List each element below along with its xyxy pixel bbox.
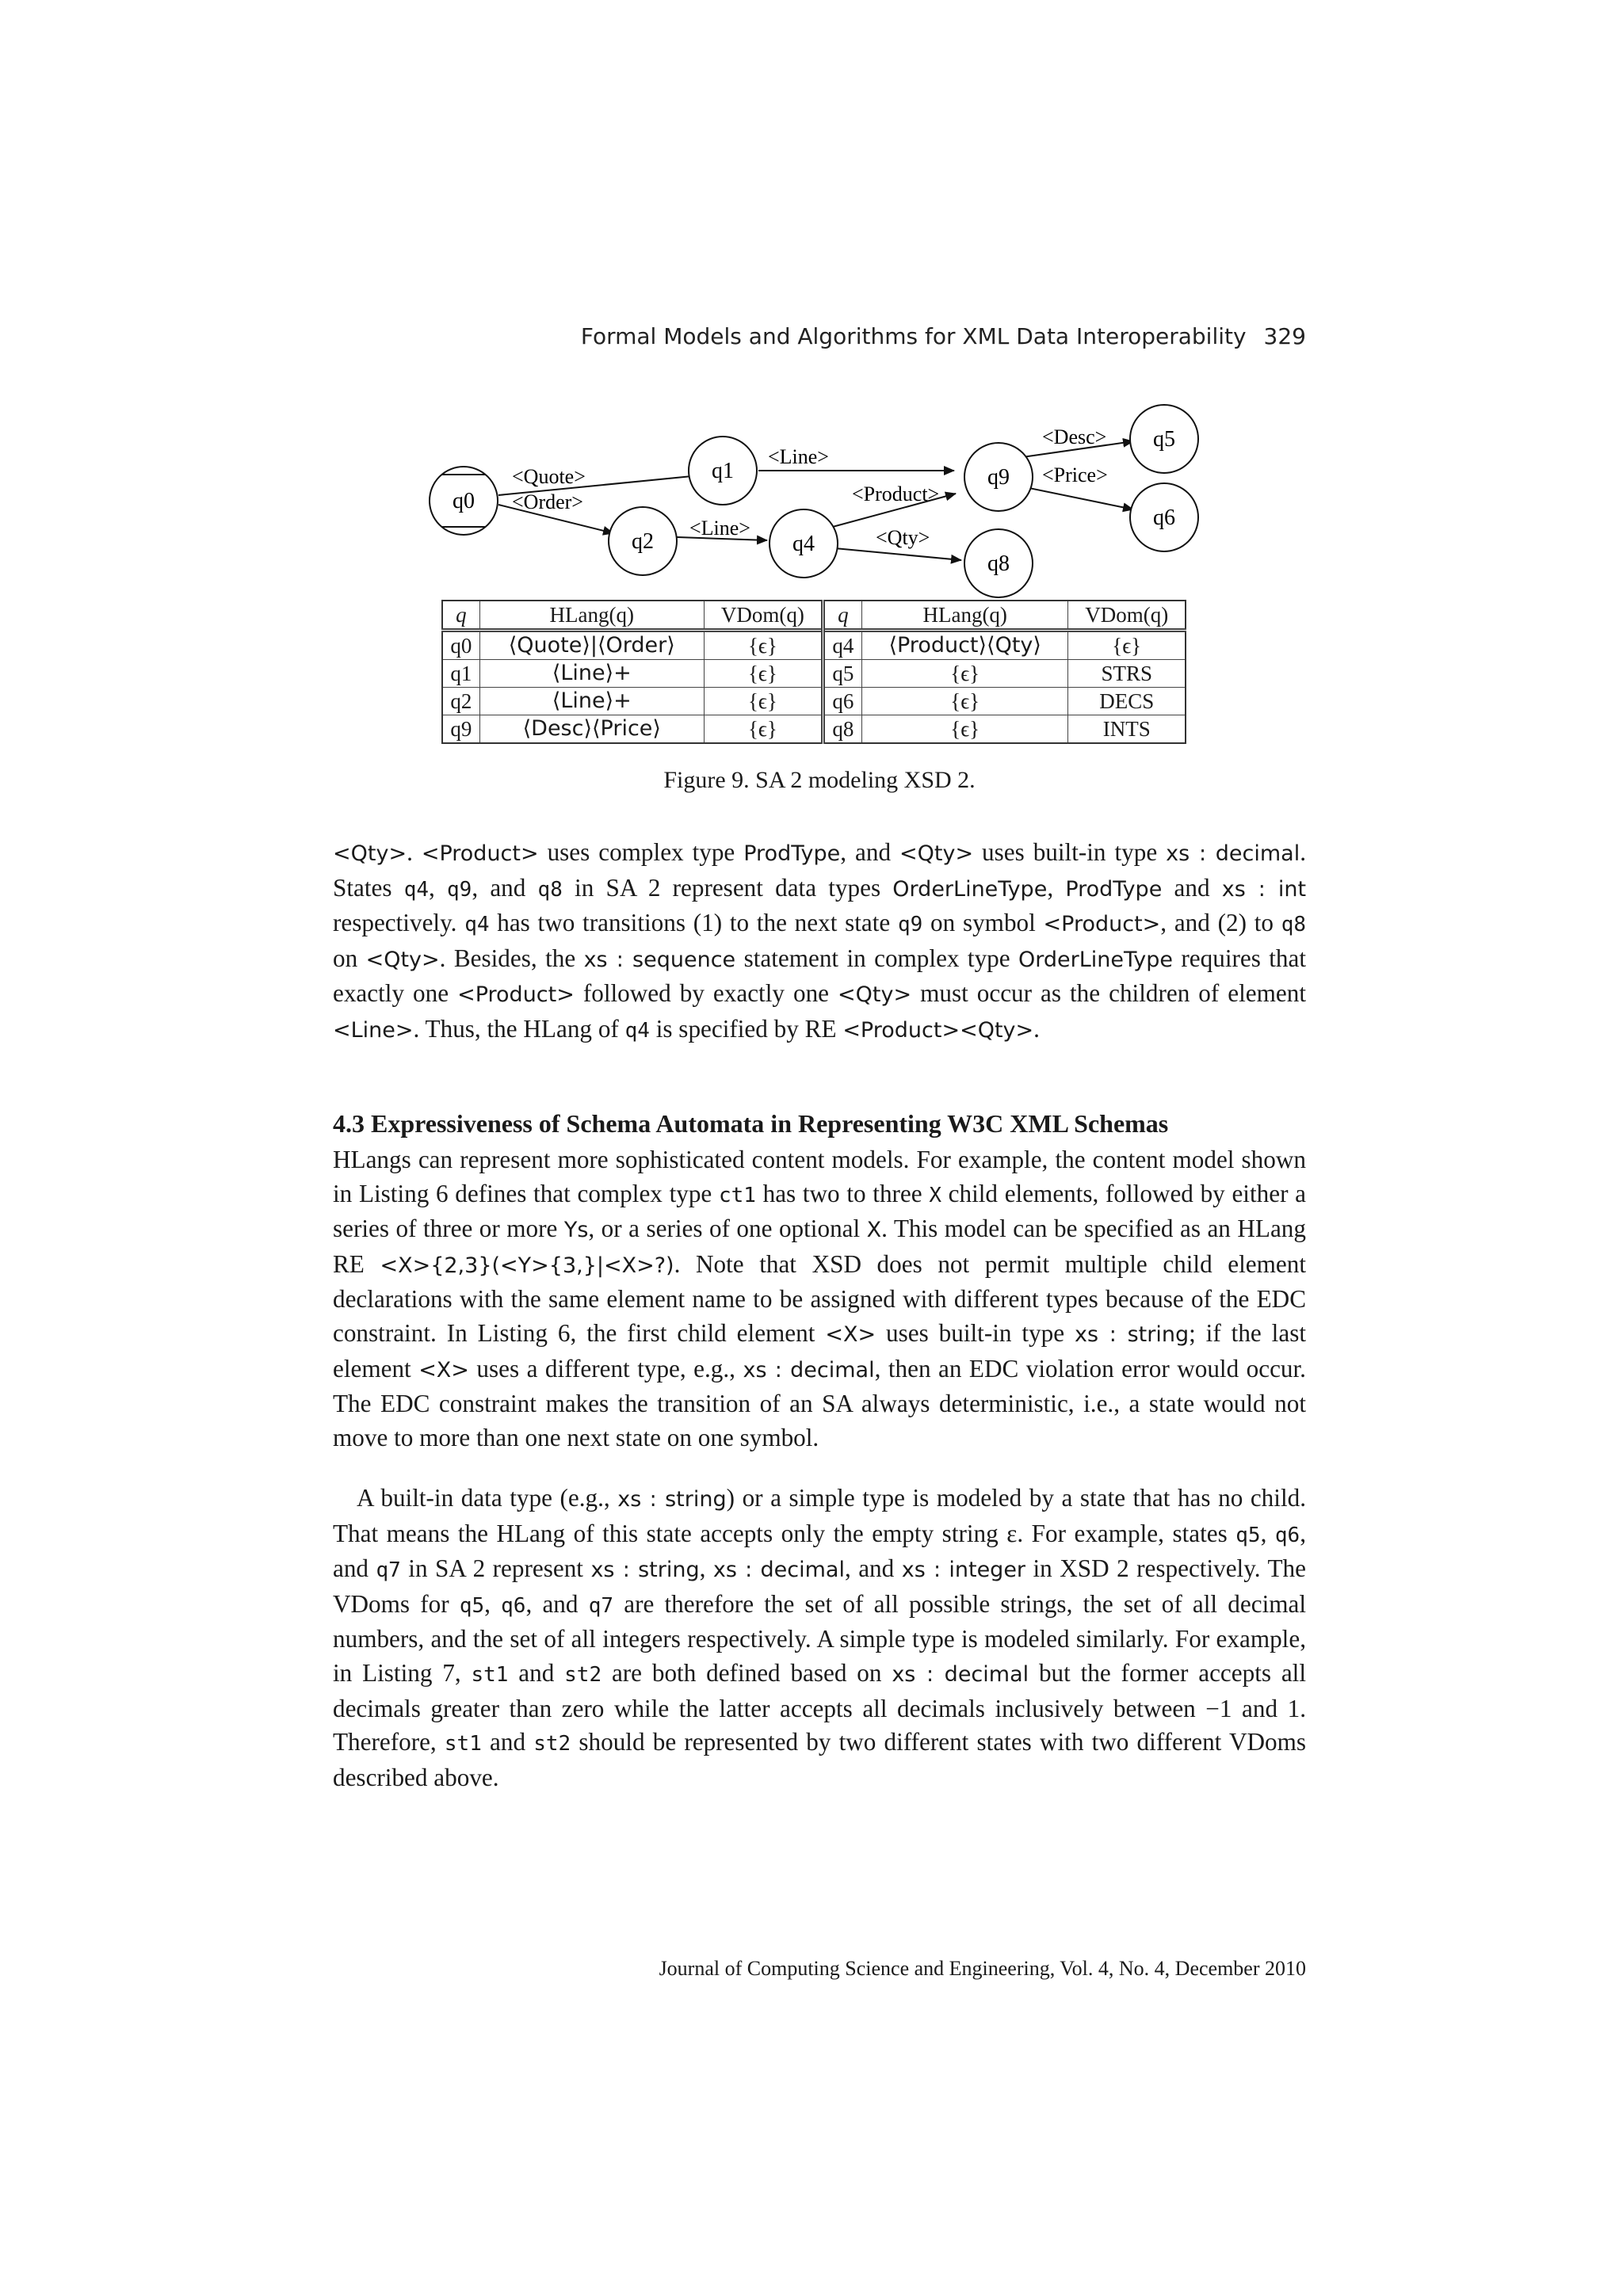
text-run: uses built-in type xyxy=(876,1318,1075,1347)
table-cell: ⟨Product⟩⟨Qty⟩ xyxy=(861,631,1067,660)
figure-caption: Figure 9. SA 2 modeling XSD 2. xyxy=(663,767,976,793)
state-table xyxy=(441,600,1186,744)
table-cell: INTS xyxy=(1068,715,1186,744)
node-label: q5 xyxy=(1153,427,1175,452)
inline-mono: q8 xyxy=(537,877,563,902)
col-header-hlang: HLang(q) xyxy=(479,601,704,631)
table-cell: STRS xyxy=(1068,660,1186,688)
inline-code: <Qty> xyxy=(365,947,440,972)
table-cell: {ϵ} xyxy=(861,660,1067,688)
text-run: is specified by RE xyxy=(649,1014,843,1043)
inline-mono: q9 xyxy=(897,913,923,937)
node-label: q1 xyxy=(712,459,734,483)
text-run: . Besides, the xyxy=(439,944,584,972)
text-run: , and xyxy=(472,873,538,902)
table-cell: {ϵ} xyxy=(861,715,1067,744)
inline-code: <Line> xyxy=(333,1017,414,1043)
text-run: in SA 2 represent xyxy=(400,1554,591,1583)
inline-code: ProdType xyxy=(743,841,841,866)
text-run: , xyxy=(1047,873,1066,902)
text-run: . States xyxy=(333,838,1307,902)
text-run: on symbol xyxy=(922,909,1044,937)
table-cell: {ϵ} xyxy=(1068,631,1186,660)
table-cell: {ϵ} xyxy=(704,660,823,688)
inline-mono: q7 xyxy=(376,1558,401,1583)
text-run: uses built-in type xyxy=(973,838,1167,866)
inline-mono: q6 xyxy=(1274,1523,1300,1547)
inline-code: xs : string xyxy=(1075,1322,1190,1347)
inline-code: ProdType xyxy=(1065,876,1163,902)
text-run: . Note that XSD does not permit multiple child element declarations with the same element name to be assigned with different types because of the EDC constraint. In Listing 6, the first child element xyxy=(333,1249,1306,1347)
inline-mono: q7 xyxy=(588,1593,614,1618)
inline-code: xs : integer xyxy=(901,1558,1026,1583)
table-cell: {ϵ} xyxy=(704,631,823,660)
table-cell: ⟨Desc⟩⟨Price⟩ xyxy=(479,715,704,744)
text-run: , and (2) to xyxy=(1160,909,1281,937)
table-cell: q0 xyxy=(442,631,479,660)
col-header-q: q xyxy=(823,601,861,631)
inline-mono: q6 xyxy=(501,1593,526,1618)
node-q9 xyxy=(964,443,1033,511)
body-paragraph-3 xyxy=(333,1482,1306,1794)
text-run: . xyxy=(407,838,422,866)
node-label: q4 xyxy=(792,532,815,556)
table-row xyxy=(442,660,1186,688)
paragraph-text xyxy=(333,836,1306,1048)
table-cell: {ϵ} xyxy=(861,688,1067,715)
inline-mono: q5 xyxy=(459,1593,485,1618)
text-run: but the former accepts all decimals greater than zero while the latter accepts all decimals inclusively between −1 and 1. Therefore, xyxy=(333,1658,1306,1756)
table-cell: ⟨Line⟩+ xyxy=(479,688,704,715)
table-cell: q5 xyxy=(823,660,861,688)
text-run: in XSD 2 respectively. The VDoms for xyxy=(333,1554,1306,1618)
text-run: , xyxy=(429,873,448,902)
inline-code: xs : sequence xyxy=(583,947,736,972)
edge-label-qty: <Qty> xyxy=(876,526,930,549)
text-run: , then an EDC violation error would occur. The EDC constraint makes the transition of an SA always deterministic, i.e., a state would not move to more than one next state on one symbol. xyxy=(333,1354,1306,1451)
table-cell: ⟨Quote⟩|⟨Order⟩ xyxy=(479,631,704,660)
table-cell: q4 xyxy=(823,631,861,660)
inline-code: <Product> xyxy=(421,841,539,866)
inline-mono: X xyxy=(929,1183,941,1207)
text-run: are both defined based on xyxy=(601,1658,892,1687)
table-cell: q1 xyxy=(442,660,479,688)
table-row xyxy=(442,715,1186,744)
text-run: , and xyxy=(525,1589,589,1618)
node-label: q2 xyxy=(632,529,654,554)
inline-code: xs : string xyxy=(617,1487,727,1512)
table-row xyxy=(442,631,1186,660)
figure-automaton xyxy=(412,404,1205,602)
inline-mono: q9 xyxy=(447,877,472,902)
edge-label-price: <Price> xyxy=(1042,463,1108,486)
table-cell: q6 xyxy=(823,688,861,715)
table-cell: {ϵ} xyxy=(704,715,823,744)
table-row xyxy=(442,688,1186,715)
col-header-vdom: VDom(q) xyxy=(704,601,823,631)
node-label: q9 xyxy=(987,465,1010,490)
text-run: child elements, followed by either a series of three or more xyxy=(333,1179,1306,1243)
inline-code: xs : int xyxy=(1221,876,1307,902)
node-q1 xyxy=(689,437,757,505)
text-run: ) or a simple type is modeled by a state that has no child. That means the HLang of this state accepts only the empty string ε. For example, states xyxy=(333,1484,1306,1547)
text-run: must occur as the children of element xyxy=(911,979,1306,1008)
text-run: A built-in data type (e.g., xyxy=(357,1484,618,1512)
inline-code: OrderLineType xyxy=(892,876,1048,902)
col-header-hlang: HLang(q) xyxy=(861,601,1067,631)
inline-code: <X> xyxy=(825,1322,876,1347)
inline-code: Ys xyxy=(563,1218,589,1243)
paragraph-text xyxy=(333,1482,1306,1794)
text-run: statement in complex type xyxy=(735,944,1018,972)
edge-label-line-top: <Line> xyxy=(768,445,829,468)
paragraph-text xyxy=(333,1143,1306,1455)
text-run: , xyxy=(484,1589,502,1618)
text-run: and xyxy=(481,1728,534,1756)
text-run: uses complex type xyxy=(538,838,744,866)
text-run: , and xyxy=(840,838,899,866)
table-cell: DECS xyxy=(1068,688,1186,715)
inline-code: xs : string xyxy=(590,1558,700,1583)
text-run: are therefore the set of all possible strings, the set of all decimal numbers, and the set of all integers respectively. A simple type is modeled similarly. For example, in Listing 7, xyxy=(333,1589,1307,1687)
node-q5 xyxy=(1130,405,1198,473)
node-q2 xyxy=(609,507,677,575)
text-run: , or a series of one optional xyxy=(588,1215,867,1243)
body-paragraph-1 xyxy=(333,836,1306,1048)
edge-label-order: <Order> xyxy=(512,490,583,513)
text-run: uses a different type, e.g., xyxy=(468,1354,743,1383)
inline-code: <X>{2,3}(<Y>{3,}|<X>?) xyxy=(380,1253,674,1278)
inline-mono: q4 xyxy=(403,877,430,902)
text-run: followed by exactly one xyxy=(574,979,838,1008)
edge-label-desc: <Desc> xyxy=(1042,425,1107,448)
text-run: and xyxy=(508,1658,565,1687)
inline-code: xs : decimal xyxy=(712,1558,845,1583)
edge-label-product: <Product> xyxy=(852,482,940,505)
inline-mono: q8 xyxy=(1281,913,1306,937)
inline-mono: q5 xyxy=(1235,1523,1261,1547)
node-label: q0 xyxy=(453,489,475,513)
inline-code: <Qty> xyxy=(838,982,912,1008)
node-label: q6 xyxy=(1153,505,1175,530)
col-header-q: q xyxy=(442,601,479,631)
text-run: has two transitions (1) to the next state xyxy=(489,909,898,937)
inline-mono: st2 xyxy=(564,1662,602,1687)
text-run: , and xyxy=(844,1554,902,1583)
text-run: . Thus, the HLang of xyxy=(413,1014,625,1043)
inline-mono: q4 xyxy=(624,1018,650,1043)
running-head xyxy=(333,323,1306,349)
text-run: should be represented by two different states with two different VDoms described above. xyxy=(333,1728,1306,1791)
inline-mono: st1 xyxy=(471,1662,509,1687)
text-run: requires that exactly one xyxy=(333,944,1307,1008)
inline-code: <X> xyxy=(418,1357,469,1383)
inline-code: <Product> xyxy=(457,982,575,1008)
journal-footer: Journal of Computing Science and Engineering, Vol. 4, No. 4, December 2010 xyxy=(659,1957,1306,1980)
body-paragraph-2 xyxy=(333,1143,1306,1455)
inline-code: <Product><Qty> xyxy=(842,1017,1034,1043)
text-run: , and xyxy=(333,1519,1306,1583)
inline-mono: st1 xyxy=(444,1732,482,1756)
text-run: . This model can be specified as an HLang RE xyxy=(333,1215,1306,1278)
running-title: Formal Models and Algorithms for XML Data Interoperability xyxy=(580,323,1247,349)
text-run: , xyxy=(699,1554,713,1583)
inline-mono: ct1 xyxy=(718,1183,756,1207)
page-number: 329 xyxy=(1263,323,1306,349)
node-q4 xyxy=(769,509,838,578)
automaton-diagram xyxy=(412,404,1205,602)
text-run: and xyxy=(1162,873,1222,902)
text-run: respectively. xyxy=(333,909,465,937)
edge-label-quote: <Quote> xyxy=(512,465,586,488)
inline-code: <Qty> xyxy=(899,841,974,866)
node-q6 xyxy=(1130,483,1198,551)
table-cell: {ϵ} xyxy=(704,688,823,715)
node-label: q8 xyxy=(987,551,1010,576)
inline-code: X xyxy=(866,1218,882,1243)
text-run: HLangs can represent more sophisticated content models. For example, the content model shown in Listing 6 defines that complex type xyxy=(333,1146,1306,1207)
text-run: on xyxy=(333,944,366,972)
section-heading: 4.3 Expressiveness of Schema Automata in Representing W3C XML Schemas xyxy=(333,1109,1169,1138)
inline-code: xs : decimal xyxy=(892,1661,1029,1687)
inline-code: xs : decimal xyxy=(1166,841,1300,866)
table-header-row xyxy=(442,601,1186,631)
inline-code: xs : decimal xyxy=(743,1357,875,1383)
inline-code: <Qty> xyxy=(333,841,407,866)
edge-label-line-bottom: <Line> xyxy=(689,517,750,540)
inline-code: OrderLineType xyxy=(1018,947,1174,972)
text-run: , xyxy=(1260,1519,1275,1547)
text-run: has two to three xyxy=(755,1179,930,1207)
table-cell: q8 xyxy=(823,715,861,744)
table-cell: q2 xyxy=(442,688,479,715)
inline-mono: q4 xyxy=(464,913,490,937)
node-q0 xyxy=(430,467,498,535)
col-header-vdom: VDom(q) xyxy=(1068,601,1186,631)
table-cell: q9 xyxy=(442,715,479,744)
text-run: ; if the last element xyxy=(333,1318,1306,1383)
text-run: in SA 2 represent data types xyxy=(562,873,893,902)
text-run: . xyxy=(1033,1014,1040,1043)
inline-mono: st2 xyxy=(533,1732,571,1756)
inline-code: <Product> xyxy=(1043,912,1161,937)
node-q8 xyxy=(964,529,1033,597)
table-cell: ⟨Line⟩+ xyxy=(479,660,704,688)
